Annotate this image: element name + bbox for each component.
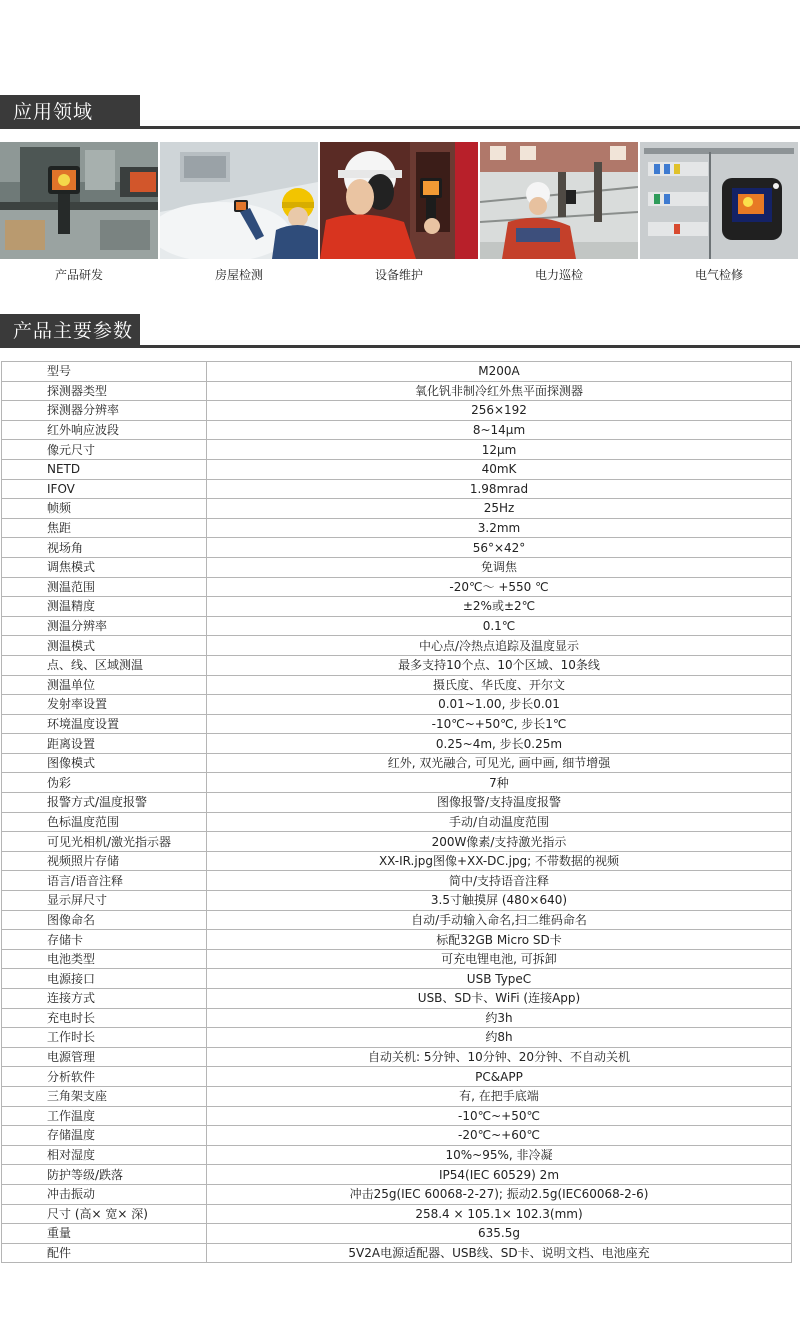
spec-label: 语言/语音注释 — [2, 871, 207, 891]
spec-label: 冲击振动 — [2, 1184, 207, 1204]
application-label: 电力巡检 — [534, 268, 583, 282]
spec-value: 可充电锂电池, 可拆卸 — [207, 949, 792, 969]
spec-row — [2, 362, 792, 382]
application-card-electrical — [640, 142, 798, 292]
spec-value: -20℃～ +550 ℃ — [207, 577, 792, 597]
spec-label: 重量 — [2, 1224, 207, 1244]
spec-row — [2, 1086, 792, 1106]
spec-row — [2, 851, 792, 871]
spec-row — [2, 949, 792, 969]
spec-label: NETD — [2, 459, 207, 479]
spec-row — [2, 773, 792, 793]
application-card-power — [480, 142, 638, 292]
spec-row — [2, 459, 792, 479]
spec-value: 635.5g — [207, 1224, 792, 1244]
applications-title: 应用领域 — [0, 95, 140, 129]
spec-label: 像元尺寸 — [2, 440, 207, 460]
spec-row — [2, 499, 792, 519]
spec-value: USB TypeC — [207, 969, 792, 989]
power-line-inspection-photo — [480, 142, 638, 259]
spec-value: XX-IR.jpg图像+XX-DC.jpg; 不带数据的视频 — [207, 851, 792, 871]
spec-value: ±2%或±2℃ — [207, 597, 792, 617]
spec-value: 自动关机: 5分钟、10分钟、20分钟、不自动关机 — [207, 1047, 792, 1067]
spec-label: 调焦模式 — [2, 557, 207, 577]
spec-value: 免调焦 — [207, 557, 792, 577]
spec-table-body — [2, 362, 792, 1263]
spec-label: 配件 — [2, 1243, 207, 1263]
spec-label: 帧频 — [2, 499, 207, 519]
spec-label: 存储卡 — [2, 930, 207, 950]
spec-label: 视场角 — [2, 538, 207, 558]
spec-row — [2, 538, 792, 558]
spec-value: 图像报警/支持温度报警 — [207, 793, 792, 813]
spec-value: M200A — [207, 362, 792, 382]
spec-label: 型号 — [2, 362, 207, 382]
spec-value: 12μm — [207, 440, 792, 460]
spec-label: 可见光相机/激光指示器 — [2, 832, 207, 852]
spec-label: 视频照片存储 — [2, 851, 207, 871]
spec-value: 氧化钒非制冷红外焦平面探测器 — [207, 381, 792, 401]
spec-value: 标配32GB Micro SD卡 — [207, 930, 792, 950]
spec-row — [2, 557, 792, 577]
electrical-cabinet-photo — [640, 142, 798, 259]
applications-section-header — [0, 95, 800, 129]
params-section-header — [0, 314, 800, 348]
params-title: 产品主要参数 — [0, 314, 140, 348]
application-card-equipment — [320, 142, 478, 292]
section-divider — [0, 345, 800, 348]
spec-label: 尺寸 (高× 宽× 深) — [2, 1204, 207, 1224]
spec-row — [2, 1028, 792, 1048]
spec-value: -10℃~+50℃ — [207, 1106, 792, 1126]
spec-row — [2, 930, 792, 950]
spec-value: 3.5寸触摸屏 (480×640) — [207, 891, 792, 911]
spec-row — [2, 812, 792, 832]
spec-row — [2, 969, 792, 989]
spec-label: 焦距 — [2, 518, 207, 538]
equipment-maintenance-photo — [320, 142, 478, 259]
spec-row — [2, 655, 792, 675]
application-label: 产品研发 — [54, 268, 103, 282]
spec-value: 冲击25g(IEC 60068-2-27); 振动2.5g(IEC60068-2-6) — [207, 1184, 792, 1204]
spec-row — [2, 636, 792, 656]
spec-label: 测温精度 — [2, 597, 207, 617]
spec-row — [2, 1165, 792, 1185]
spec-value: IP54(IEC 60529) 2m — [207, 1165, 792, 1185]
spec-value: 0.1℃ — [207, 616, 792, 636]
spec-row — [2, 616, 792, 636]
spec-value: 约3h — [207, 1008, 792, 1028]
spec-label: IFOV — [2, 479, 207, 499]
spec-value: 中心点/冷热点追踪及温度显示 — [207, 636, 792, 656]
spec-row — [2, 793, 792, 813]
spec-label: 红外响应波段 — [2, 420, 207, 440]
spec-value: 有, 在把手底端 — [207, 1086, 792, 1106]
spec-row — [2, 1008, 792, 1028]
spec-row — [2, 1067, 792, 1087]
application-card-building — [160, 142, 318, 292]
spec-label: 距离设置 — [2, 734, 207, 754]
spec-value: 简中/支持语音注释 — [207, 871, 792, 891]
spec-value: 8~14μm — [207, 420, 792, 440]
spec-row — [2, 1047, 792, 1067]
spec-row — [2, 734, 792, 754]
spec-row — [2, 597, 792, 617]
spec-label: 电源管理 — [2, 1047, 207, 1067]
spec-label: 环境温度设置 — [2, 714, 207, 734]
spec-label: 工作温度 — [2, 1106, 207, 1126]
spec-label: 电源接口 — [2, 969, 207, 989]
spec-value: 40mK — [207, 459, 792, 479]
spec-row — [2, 871, 792, 891]
spec-value: 0.01~1.00, 步长0.01 — [207, 695, 792, 715]
spec-label: 充电时长 — [2, 1008, 207, 1028]
spec-value: 最多支持10个点、10个区域、10条线 — [207, 655, 792, 675]
spec-label: 测温分辨率 — [2, 616, 207, 636]
spec-value: PC&APP — [207, 1067, 792, 1087]
spec-value: -20℃~+60℃ — [207, 1126, 792, 1146]
spec-row — [2, 401, 792, 421]
spec-value: 5V2A电源适配器、USB线、SD卡、说明文档、电池座充 — [207, 1243, 792, 1263]
spec-row — [2, 518, 792, 538]
lab-thermal-camera-photo — [0, 142, 158, 259]
spec-row — [2, 675, 792, 695]
spec-row — [2, 1145, 792, 1165]
application-label: 电气检修 — [694, 268, 743, 282]
spec-label: 图像命名 — [2, 910, 207, 930]
spec-label: 色标温度范围 — [2, 812, 207, 832]
spec-row — [2, 381, 792, 401]
spec-value: 10%~95%, 非冷凝 — [207, 1145, 792, 1165]
application-label: 设备维护 — [374, 268, 423, 282]
spec-row — [2, 1204, 792, 1224]
spec-row — [2, 989, 792, 1009]
spec-label: 探测器类型 — [2, 381, 207, 401]
spec-row — [2, 714, 792, 734]
spec-label: 发射率设置 — [2, 695, 207, 715]
spec-value: 3.2mm — [207, 518, 792, 538]
ceiling-inspection-photo — [160, 142, 318, 259]
section-divider — [0, 126, 800, 129]
spec-label: 存储温度 — [2, 1126, 207, 1146]
spec-label: 相对湿度 — [2, 1145, 207, 1165]
spec-label: 探测器分辨率 — [2, 401, 207, 421]
spec-value: -10℃~+50℃, 步长1℃ — [207, 714, 792, 734]
spec-label: 分析软件 — [2, 1067, 207, 1087]
spec-label: 点、线、区域测温 — [2, 655, 207, 675]
spec-value: 手动/自动温度范围 — [207, 812, 792, 832]
spec-row — [2, 695, 792, 715]
spec-row — [2, 753, 792, 773]
spec-row — [2, 832, 792, 852]
spec-label: 连接方式 — [2, 989, 207, 1009]
spec-value: 1.98mrad — [207, 479, 792, 499]
spec-value: 约8h — [207, 1028, 792, 1048]
spec-value: USB、SD卡、WiFi (连接App) — [207, 989, 792, 1009]
spec-row — [2, 420, 792, 440]
application-card-rd — [0, 142, 158, 292]
spec-row — [2, 577, 792, 597]
spec-value: 25Hz — [207, 499, 792, 519]
spec-value: 自动/手动输入命名,扫二维码命名 — [207, 910, 792, 930]
spec-value: 红外, 双光融合, 可见光, 画中画, 细节增强 — [207, 753, 792, 773]
spec-row — [2, 440, 792, 460]
spec-row — [2, 1224, 792, 1244]
spec-value: 256×192 — [207, 401, 792, 421]
spec-row — [2, 1243, 792, 1263]
spec-label: 显示屏尺寸 — [2, 891, 207, 911]
applications-gallery — [0, 142, 800, 292]
spec-label: 电池类型 — [2, 949, 207, 969]
application-label: 房屋检测 — [214, 268, 263, 282]
spec-value: 56°×42° — [207, 538, 792, 558]
spec-label: 工作时长 — [2, 1028, 207, 1048]
spec-label: 伪彩 — [2, 773, 207, 793]
spec-value: 200W像素/支持激光指示 — [207, 832, 792, 852]
spec-label: 测温范围 — [2, 577, 207, 597]
spec-label: 图像模式 — [2, 753, 207, 773]
spec-label: 测温模式 — [2, 636, 207, 656]
spec-row — [2, 891, 792, 911]
spec-label: 测温单位 — [2, 675, 207, 695]
spec-row — [2, 1126, 792, 1146]
spec-value: 摄氏度、华氏度、开尔文 — [207, 675, 792, 695]
spec-label: 防护等级/跌落 — [2, 1165, 207, 1185]
spec-value: 0.25~4m, 步长0.25m — [207, 734, 792, 754]
spec-row — [2, 1184, 792, 1204]
spec-value: 7种 — [207, 773, 792, 793]
spec-value: 258.4 × 105.1× 102.3(mm) — [207, 1204, 792, 1224]
spec-label: 三角架支座 — [2, 1086, 207, 1106]
spec-row — [2, 1106, 792, 1126]
spec-row — [2, 479, 792, 499]
spec-label: 报警方式/温度报警 — [2, 793, 207, 813]
spec-row — [2, 910, 792, 930]
spec-table — [1, 361, 792, 1263]
